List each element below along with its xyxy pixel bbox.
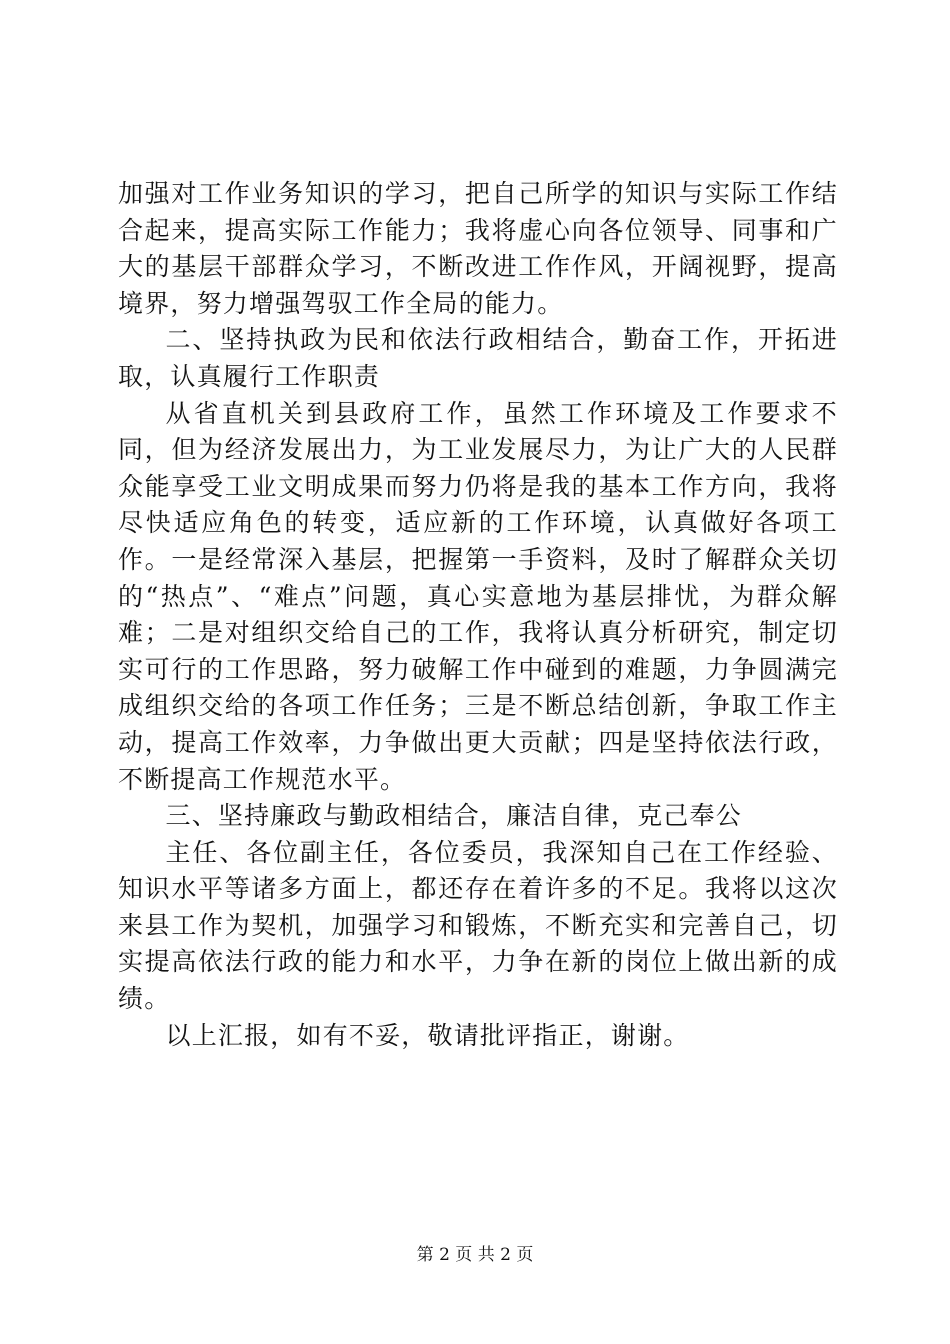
section-heading-3: 三、坚持廉政与勤政相结合，廉洁自律，克己奉公 [165, 801, 742, 831]
paragraph-3: 从省直机关到县政府工作，虽然工作环境及工作要求不同，但为经济发展出力，为工业发展尽力，为让广大的人民群众能享受工业文明成果而努力仍将是我的基本工作方向，我将尽快适应角色的转变，适应新的工作环境，认真做好各项工作。一是经常深入基层，把握第一手资料，及时了解群众关切的“热点”、“难点”问题，真心实意地为基层排忧，为群众解难；二是对组织交给自己的工作，我将认真分析研究，制定切实可行的工作思路，努力破解工作中碰到的难题，力争圆满完成组织交给的各项工作任务；三是不断总结创新，争取工作主动，提高工作效率，力争做出更大贡献；四是坚持依法行政，不断提高工作规范水平。 [118, 398, 838, 794]
section-heading-2: 二、坚持执政为民和依法行政相结合，勤奋工作，开拓进取，认真履行工作职责 [118, 325, 838, 391]
paragraph-1: 加强对工作业务知识的学习，把自己所学的知识与实际工作结合起来，提高实际工作能力；我将虚心向各位领导、同事和广大的基层干部群众学习，不断改进工作作风，开阔视野，提高境界，努力增强驾驭工作全局的能力。 [118, 179, 838, 318]
page-number-footer: 第 2 页 共 2 页 [416, 1245, 534, 1265]
paragraph-5: 主任、各位副主任，各位委员，我深知自己在工作经验、知识水平等诸多方面上，都还存在着许多的不足。我将以这次来县工作为契机，加强学习和锻炼，不断充实和完善自己，切实提高依法行政的能力和水平，力争在新的岗位上做出新的成绩。 [118, 837, 838, 1014]
closing-paragraph: 以上汇报，如有不妥，敬请批评指正，谢谢。 [165, 1020, 690, 1050]
document-body [118, 176, 838, 1054]
